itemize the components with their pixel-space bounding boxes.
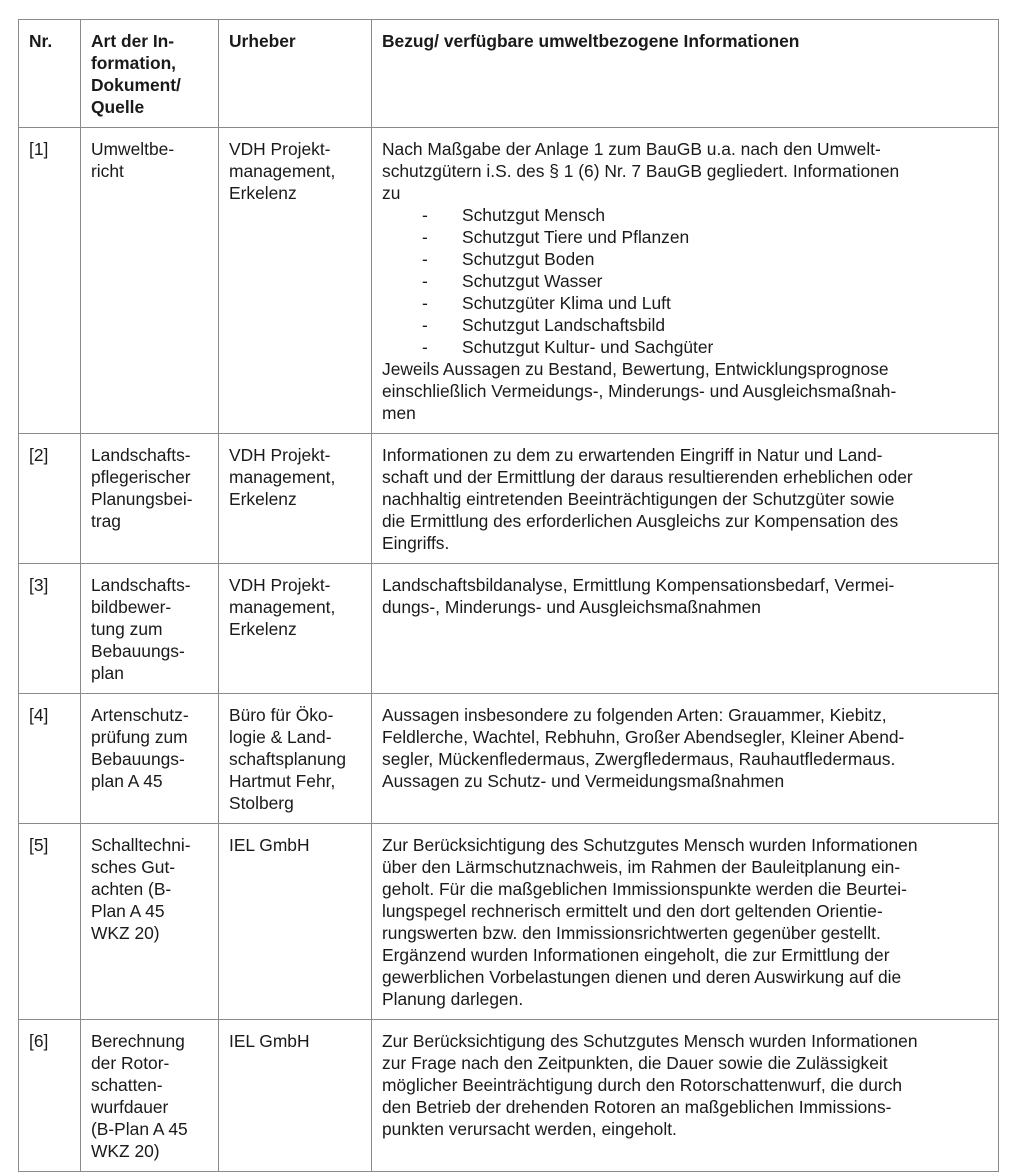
text-line: Landschafts- bbox=[91, 445, 191, 465]
text-line: nachhaltig eintretenden Beeinträchtigungen der Schutzgüter sowie bbox=[382, 489, 895, 509]
text-line: segler, Mückenfledermaus, Zwergfledermaus, Rauhautfledermaus. bbox=[382, 749, 896, 769]
cell-bezug bbox=[372, 1020, 999, 1172]
header-art-line: Quelle bbox=[91, 97, 145, 117]
header-nr: Nr. bbox=[19, 20, 81, 128]
text-line: VDH Projekt- bbox=[229, 445, 331, 465]
text-line: men bbox=[382, 403, 416, 423]
list-item bbox=[382, 226, 988, 248]
cell-art bbox=[81, 694, 219, 824]
header-art-line: Art der In- bbox=[91, 31, 175, 51]
text-line: lungspegel rechnerisch ermittelt und den dort geltenden Orientie- bbox=[382, 901, 883, 921]
dash-marker: - bbox=[422, 293, 428, 313]
text-line: richt bbox=[91, 161, 124, 181]
list-item-label: Schutzgut Wasser bbox=[462, 271, 603, 291]
text-line: einschließlich Vermeidungs-, Minderungs- und Ausgleichsmaßnah- bbox=[382, 381, 897, 401]
schutzgut-list bbox=[382, 204, 988, 358]
list-item-label: Schutzgut Kultur- und Sachgüter bbox=[462, 337, 714, 357]
cell-art bbox=[81, 564, 219, 694]
cell-bezug bbox=[372, 128, 999, 434]
text-line: rungswerten bzw. den Immissionsrichtwerten gegenüber gestellt. bbox=[382, 923, 881, 943]
text-line: (B-Plan A 45 bbox=[91, 1119, 188, 1139]
text-line: Erkelenz bbox=[229, 489, 297, 509]
list-item-label: Schutzgut Boden bbox=[462, 249, 595, 269]
text-line: Umweltbe- bbox=[91, 139, 175, 159]
table-row bbox=[19, 434, 999, 564]
text-line: Zur Berücksichtigung des Schutzgutes Mensch wurden Informationen bbox=[382, 835, 918, 855]
cell-urheber bbox=[219, 1020, 372, 1172]
text-line: Aussagen insbesondere zu folgenden Arten: Grauammer, Kiebitz, bbox=[382, 705, 887, 725]
text-line: schaft und der Ermittlung der daraus resultierenden erheblichen oder bbox=[382, 467, 913, 487]
text-line: möglicher Beeinträchtigung durch den Rotorschattenwurf, die durch bbox=[382, 1075, 903, 1095]
table-row bbox=[19, 694, 999, 824]
text-line: WKZ 20) bbox=[91, 1141, 160, 1161]
cell-urheber bbox=[219, 564, 372, 694]
text-line: pflegerischer bbox=[91, 467, 191, 487]
table-row bbox=[19, 824, 999, 1020]
cell-urheber bbox=[219, 128, 372, 434]
text-line: management, bbox=[229, 597, 336, 617]
text-line: management, bbox=[229, 467, 336, 487]
cell-bezug bbox=[372, 694, 999, 824]
text-line: schutzgütern i.S. des § 1 (6) Nr. 7 BauGB gegliedert. Informationen bbox=[382, 161, 900, 181]
list-item-label: Schutzgut Tiere und Pflanzen bbox=[462, 227, 690, 247]
cell-bezug bbox=[372, 824, 999, 1020]
cell-art bbox=[81, 434, 219, 564]
text-line: Plan A 45 bbox=[91, 901, 165, 921]
cell-nr: [3] bbox=[19, 564, 81, 694]
text-line: prüfung zum bbox=[91, 727, 188, 747]
cell-urheber bbox=[219, 434, 372, 564]
text-line: Aussagen zu Schutz- und Vermeidungsmaßnahmen bbox=[382, 771, 785, 791]
cell-nr: [1] bbox=[19, 128, 81, 434]
text-line: Zur Berücksichtigung des Schutzgutes Mensch wurden Informationen bbox=[382, 1031, 918, 1051]
text-line: wurfdauer bbox=[91, 1097, 169, 1117]
text-line: Stolberg bbox=[229, 793, 294, 813]
text-line: Informationen zu dem zu erwartenden Eingriff in Natur und Land- bbox=[382, 445, 883, 465]
text-line: plan A 45 bbox=[91, 771, 163, 791]
text-line: Erkelenz bbox=[229, 183, 297, 203]
dash-marker: - bbox=[422, 249, 428, 269]
text-line: schatten- bbox=[91, 1075, 163, 1095]
text-line: Erkelenz bbox=[229, 619, 297, 639]
text-line: Landschafts- bbox=[91, 575, 191, 595]
text-line: Büro für Öko- bbox=[229, 705, 334, 725]
text-line: sches Gut- bbox=[91, 857, 176, 877]
text-line: Planungsbei- bbox=[91, 489, 193, 509]
table-row bbox=[19, 564, 999, 694]
text-line: tung zum bbox=[91, 619, 163, 639]
text-line: schaftsplanung bbox=[229, 749, 346, 769]
text-line: VDH Projekt- bbox=[229, 139, 331, 159]
text-line: VDH Projekt- bbox=[229, 575, 331, 595]
text-line: achten (B- bbox=[91, 879, 172, 899]
text-line: Berechnung bbox=[91, 1031, 185, 1051]
text-line: plan bbox=[91, 663, 124, 683]
environmental-information-table bbox=[18, 19, 999, 1172]
text-line: logie & Land- bbox=[229, 727, 332, 747]
cell-art bbox=[81, 824, 219, 1020]
text-line: Bebauungs- bbox=[91, 749, 185, 769]
header-art-line: Dokument/ bbox=[91, 75, 181, 95]
text-line: gewerblichen Vorbelastungen dienen und deren Auswirkung auf die bbox=[382, 967, 902, 987]
cell-art bbox=[81, 1020, 219, 1172]
text-line: bildbewer- bbox=[91, 597, 172, 617]
cell-urheber bbox=[219, 694, 372, 824]
text-line: dungs-, Minderungs- und Ausgleichsmaßnahmen bbox=[382, 597, 761, 617]
table-header-row bbox=[19, 20, 999, 128]
text-line: der Rotor- bbox=[91, 1053, 170, 1073]
list-item bbox=[382, 314, 988, 336]
list-item bbox=[382, 270, 988, 292]
text-line: Landschaftsbildanalyse, Ermittlung Kompensationsbedarf, Vermei- bbox=[382, 575, 895, 595]
list-item bbox=[382, 248, 988, 270]
text-line: die Ermittlung des erforderlichen Ausgleichs zur Kompensation des bbox=[382, 511, 899, 531]
cell-nr: [2] bbox=[19, 434, 81, 564]
text-line: IEL GmbH bbox=[229, 1031, 310, 1051]
table-row bbox=[19, 128, 999, 434]
text-line: Bebauungs- bbox=[91, 641, 185, 661]
text-line: WKZ 20) bbox=[91, 923, 160, 943]
header-bezug: Bezug/ verfügbare umweltbezogene Informationen bbox=[372, 20, 999, 128]
text-line: Artenschutz- bbox=[91, 705, 189, 725]
text-line: zu bbox=[382, 183, 401, 203]
cell-bezug bbox=[372, 434, 999, 564]
text-line: zur Frage nach den Zeitpunkten, die Dauer sowie die Zulässigkeit bbox=[382, 1053, 888, 1073]
text-line: über den Lärmschutznachweis, im Rahmen der Bauleitplanung ein- bbox=[382, 857, 901, 877]
list-item-label: Schutzgut Landschaftsbild bbox=[462, 315, 666, 335]
list-item-label: Schutzgüter Klima und Luft bbox=[462, 293, 671, 313]
list-item bbox=[382, 292, 988, 314]
text-line: management, bbox=[229, 161, 336, 181]
list-item-label: Schutzgut Mensch bbox=[462, 205, 606, 225]
cell-urheber bbox=[219, 824, 372, 1020]
dash-marker: - bbox=[422, 271, 428, 291]
cell-bezug bbox=[372, 564, 999, 694]
text-line: Ergänzend wurden Informationen eingeholt, die zur Ermittlung der bbox=[382, 945, 890, 965]
cell-nr: [6] bbox=[19, 1020, 81, 1172]
text-line: Feldlerche, Wachtel, Rebhuhn, Großer Abendsegler, Kleiner Abend- bbox=[382, 727, 905, 747]
list-item bbox=[382, 204, 988, 226]
text-line: Jeweils Aussagen zu Bestand, Bewertung, Entwicklungsprognose bbox=[382, 359, 889, 379]
header-urheber: Urheber bbox=[219, 20, 372, 128]
dash-marker: - bbox=[422, 205, 428, 225]
text-line: den Betrieb der drehenden Rotoren an maßgeblichen Immissions- bbox=[382, 1097, 892, 1117]
header-art bbox=[81, 20, 219, 128]
text-line: Nach Maßgabe der Anlage 1 zum BauGB u.a. nach den Umwelt- bbox=[382, 139, 881, 159]
text-line: geholt. Für die maßgeblichen Immissionspunkte werden die Beurtei- bbox=[382, 879, 907, 899]
dash-marker: - bbox=[422, 337, 428, 357]
dash-marker: - bbox=[422, 315, 428, 335]
text-line: IEL GmbH bbox=[229, 835, 310, 855]
text-line: punkten verursacht werden, eingeholt. bbox=[382, 1119, 677, 1139]
text-line: trag bbox=[91, 511, 121, 531]
header-art-line: formation, bbox=[91, 53, 177, 73]
cell-art bbox=[81, 128, 219, 434]
text-line: Eingriffs. bbox=[382, 533, 450, 553]
dash-marker: - bbox=[422, 227, 428, 247]
text-line: Hartmut Fehr, bbox=[229, 771, 336, 791]
text-line: Planung darlegen. bbox=[382, 989, 524, 1009]
cell-nr: [4] bbox=[19, 694, 81, 824]
table-row bbox=[19, 1020, 999, 1172]
list-item bbox=[382, 336, 988, 358]
cell-nr: [5] bbox=[19, 824, 81, 1020]
text-line: Schalltechni- bbox=[91, 835, 191, 855]
